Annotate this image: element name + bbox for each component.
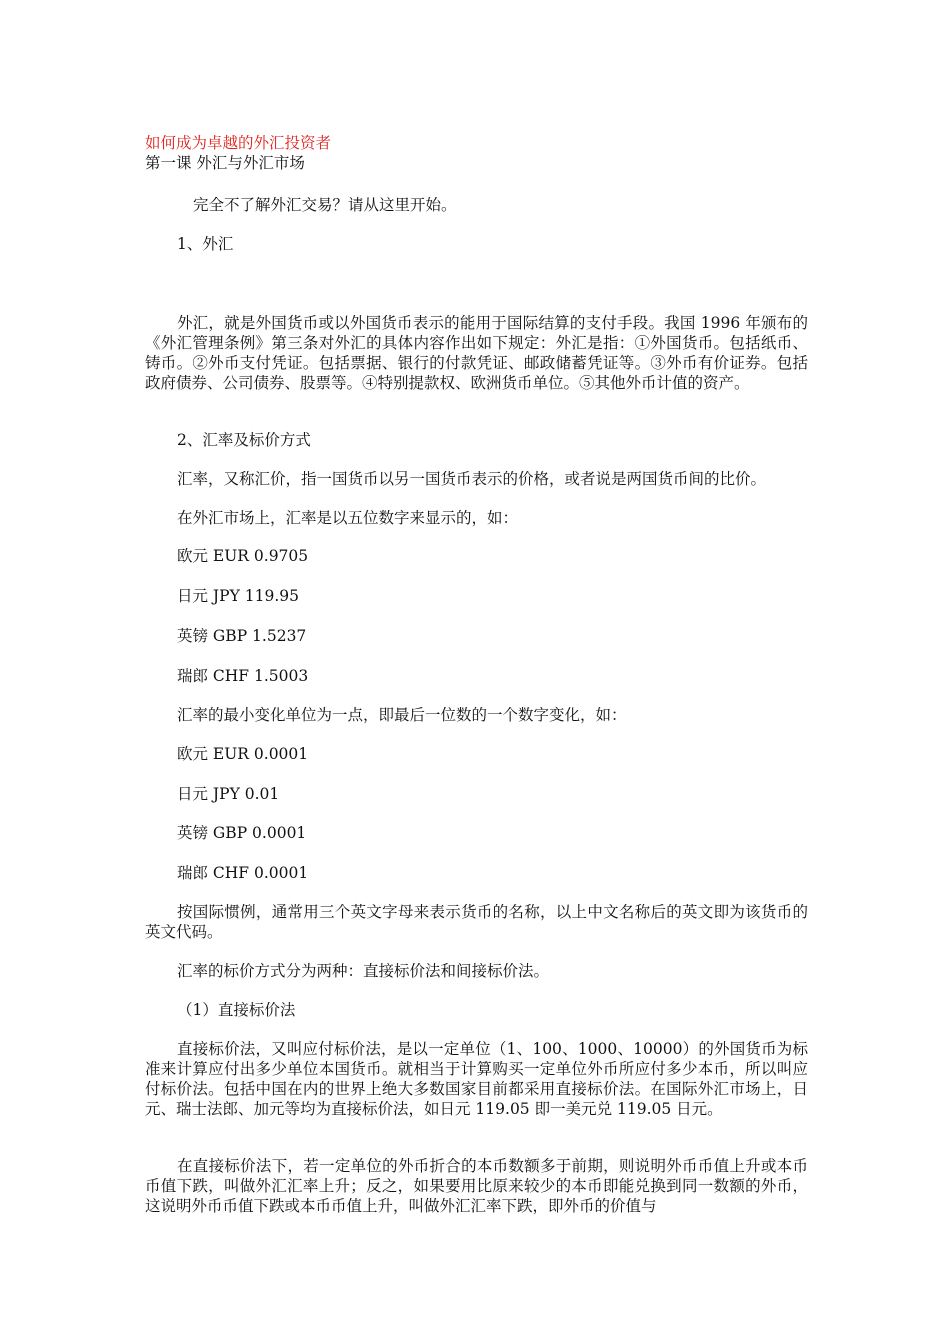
paragraph-direct-quote: 直接标价法，又叫应付标价法，是以一定单位（1、100、1000、10000）的外国货币为标准来计算应付出多少单位本国货币。就相当于计算购买一定单位外币所应付多少本币，所以叫应付标价法。包括中国在内的世界上绝大多数国家目前都采用直接标价法。在国际外汇市场上，日元、瑞士法郎、加元等均为直接标价法，如日元 119.05 即一美元兑 119.05 日元。 xyxy=(145,1040,808,1118)
document-header xyxy=(145,133,808,173)
point-item: 日元 JPY 0.01 xyxy=(177,785,280,803)
section-heading-2: 2、汇率及标价方式 xyxy=(177,431,311,449)
point-item: 欧元 EUR 0.0001 xyxy=(177,745,309,763)
paragraph-currency-codes: 按国际惯例，通常用三个英文字母来表示货币的名称，以上中文名称后的英文即为该货币的英文代码。 xyxy=(145,903,808,941)
paragraph-forex-definition: 外汇，就是外国货币或以外国货币表示的能用于国际结算的支付手段。我国 1996 年颁布的《外汇管理条例》第三条对外汇的具体内容作出如下规定：外汇是指：①外国货币。包括纸币、铸币。②外币支付凭证。包括票据、银行的付款凭证、邮政储蓄凭证等。③外币有价证券。包括政府债券、公司债券、股票等。④特别提款权、欧洲货币单位。⑤其他外币计值的资产。 xyxy=(145,314,808,392)
section-heading-3: （1）直接标价法 xyxy=(177,1001,296,1019)
paragraph-quote-methods: 汇率的标价方式分为两种：直接标价法和间接标价法。 xyxy=(177,962,550,980)
rate-item: 英镑 GBP 1.5237 xyxy=(177,627,307,645)
point-item: 瑞郎 CHF 0.0001 xyxy=(177,864,309,882)
paragraph-min-unit: 汇率的最小变化单位为一点，即最后一位数的一个数字变化，如： xyxy=(177,706,627,724)
paragraph-direct-quote-change: 在直接标价法下，若一定单位的外币折合的本币数额多于前期，则说明外币币值上升或本币币值下跌，叫做外汇汇率上升；反之，如果要用比原来较少的本币即能兑换到同一数额的外币，这说明外币币值下跌或本币币值上升，叫做外汇汇率下跌，即外币的价值与 xyxy=(145,1157,808,1215)
rate-item: 瑞郎 CHF 1.5003 xyxy=(177,667,309,685)
document-title: 如何成为卓越的外汇投资者 xyxy=(145,134,332,152)
lesson-heading: 第一课 外汇与外汇市场 xyxy=(145,154,305,172)
rate-item: 欧元 EUR 0.9705 xyxy=(177,547,309,565)
section-heading-1: 1、外汇 xyxy=(177,235,234,253)
paragraph-five-digit: 在外汇市场上，汇率是以五位数字来显示的，如： xyxy=(177,509,519,527)
intro-line: 完全不了解外汇交易？请从这里开始。 xyxy=(193,196,457,214)
rate-item: 日元 JPY 119.95 xyxy=(177,587,299,605)
paragraph-rate-definition: 汇率，又称汇价，指一国货币以另一国货币表示的价格，或者说是两国货币间的比价。 xyxy=(177,470,767,488)
point-item: 英镑 GBP 0.0001 xyxy=(177,824,307,842)
